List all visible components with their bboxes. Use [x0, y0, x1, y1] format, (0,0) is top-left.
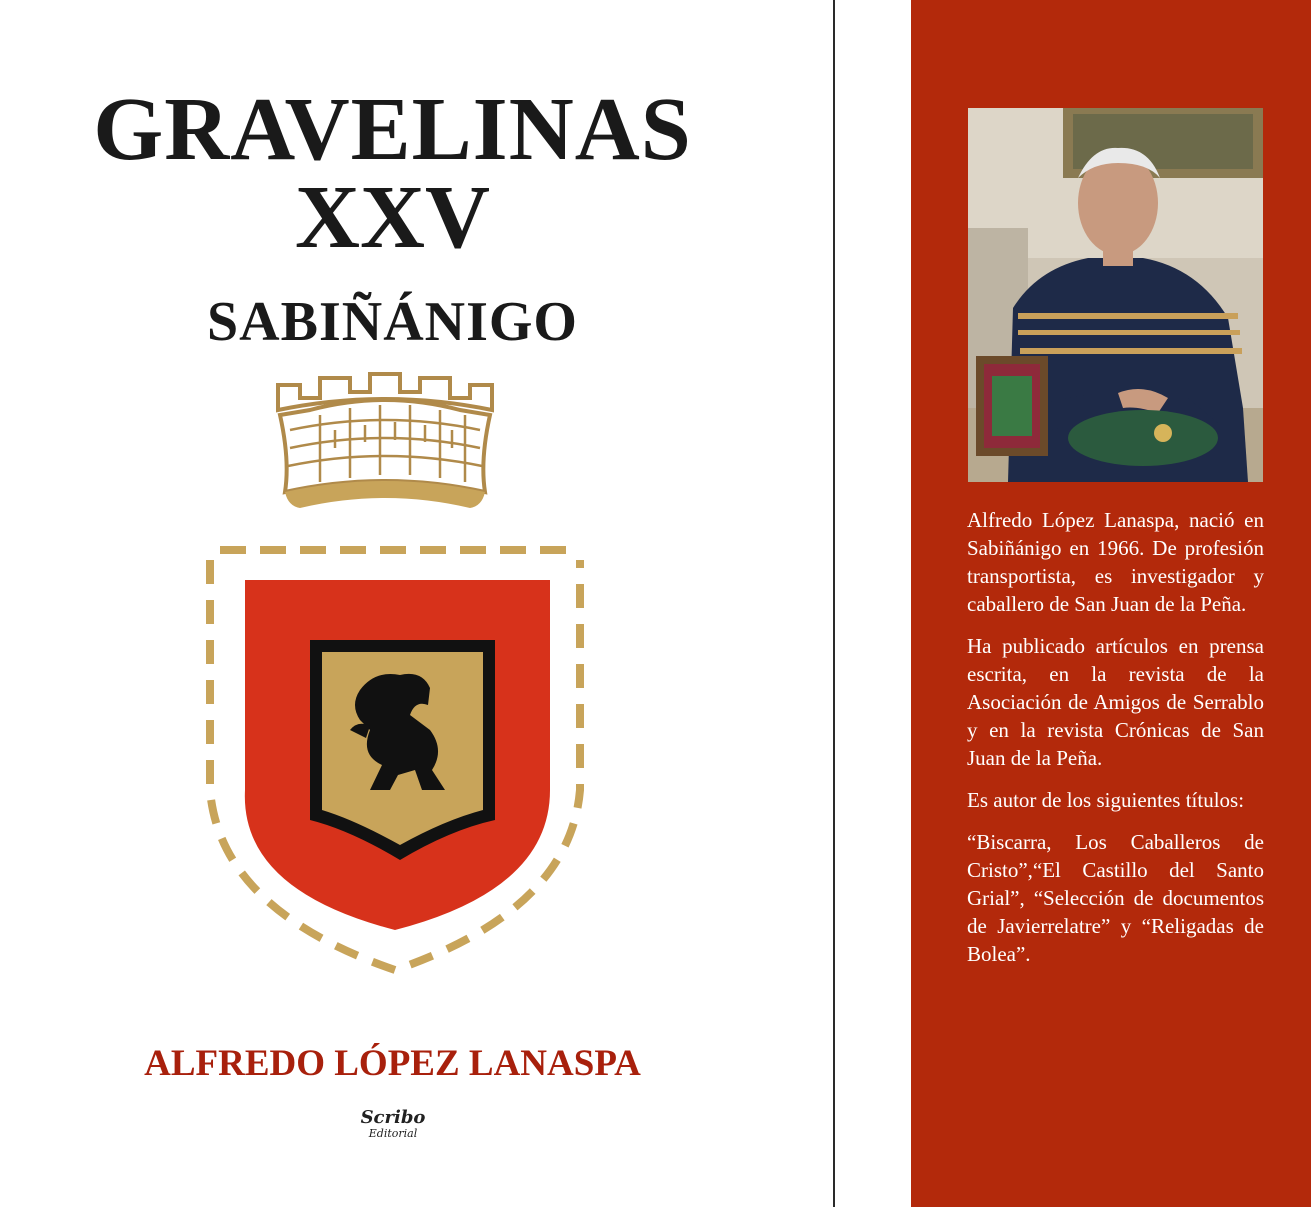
book-subtitle: SABIÑÁNIGO [207, 291, 578, 353]
spine [835, 0, 911, 1207]
author-photo-image [968, 108, 1263, 482]
author-name: ALFREDO LÓPEZ LANASPA [144, 1043, 641, 1084]
coat-of-arms-image [160, 370, 630, 990]
book-title-line1: GRAVELINAS [93, 80, 692, 179]
bio-paragraph-4: “Biscarra, Los Caballeros de Cristo”,“El Castillo del Santo Grial”, “Selección de documentos de Javierrelatre” y “Religadas de Bolea”. [967, 830, 1264, 966]
bio-paragraph-2: Ha publicado artículos en prensa escrita, en la revista de la Asociación de Amigos de Serrablo y en la revista Crónicas de San Juan de la Peña. [967, 634, 1264, 770]
publisher-name: Scribo [360, 1107, 426, 1128]
mural-crown-icon [278, 374, 492, 508]
author-bio [967, 506, 1264, 982]
bio-paragraph-3: Es autor de los siguientes títulos: [967, 788, 1245, 812]
book-title-line2: XXV [295, 168, 490, 267]
publisher-sub: Editorial [368, 1127, 418, 1140]
publisher-logo [356, 1107, 430, 1143]
bio-paragraph-1: Alfredo López Lanaspa, nació en Sabiñánigo en 1966. De profesión transportista, es investigador y caballero de San Juan de la Peña. [967, 508, 1264, 616]
